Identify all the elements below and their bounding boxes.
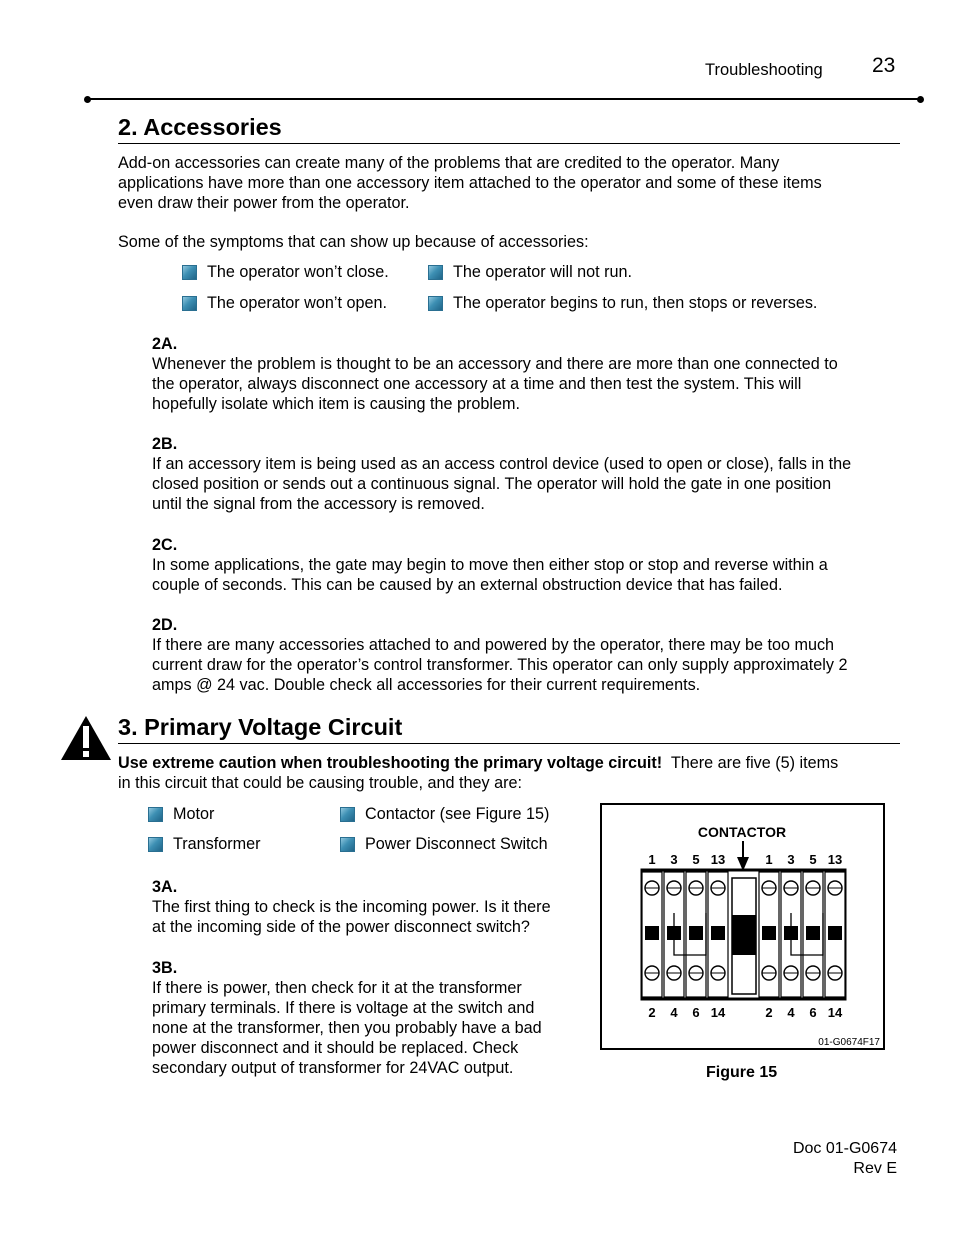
bullet-square-icon: [340, 837, 355, 852]
item-2a: 2A. Whenever the problem is thought to be an accessory and there are more than one connected to the operator, always disconnect one accessory at a time and then test the system. This will hopefully isolate which item is causing the problem.: [152, 335, 838, 413]
contactor-diagram: [602, 805, 883, 1048]
terminal-label-bottom: 4: [787, 1005, 795, 1020]
terminal-label-top: 5: [809, 852, 817, 867]
terminal-label-bottom: 6: [692, 1005, 700, 1020]
contact-block: [828, 926, 842, 940]
list-item: Motor: [148, 804, 214, 824]
bullet-square-icon: [428, 265, 443, 280]
list-item: The operator won’t close.: [182, 262, 389, 282]
contactor-core: [732, 915, 756, 955]
terminal-label-bottom: 2: [765, 1005, 773, 1020]
item-3a: 3A. The first thing to check is the incoming power. Is it there at the incoming side of the power disconnect switch?: [152, 878, 551, 936]
terminal-label-bottom: 2: [648, 1005, 656, 1020]
caution-paragraph: Use extreme caution when troubleshooting the primary voltage circuit! There are five (5) items in this circuit that could be causing trouble, and they are:: [118, 754, 839, 792]
header-rule: [88, 98, 922, 100]
item-3b: 3B. If there is power, then check for it at the transformer primary terminals. If there is voltage at the switch and none at the transformer, then you probably have a bad power disconnect and it should be replaced. Check secondary output of transformer for 24VAC output.: [152, 959, 542, 1077]
list-item: Contactor (see Figure 15): [340, 804, 549, 824]
terminal-label-top: 3: [670, 852, 678, 867]
figure-contactor: [600, 803, 885, 1050]
item-2c: 2C. In some applications, the gate may begin to move then either stop or stop and reverse within a couple of seconds. This can be caused by an external obstruction device that has failed.: [152, 536, 828, 594]
terminal-label-top: 1: [765, 852, 773, 867]
section-rule: [118, 143, 900, 144]
contact-block: [711, 926, 725, 940]
terminal-label-bottom: 6: [809, 1005, 817, 1020]
terminal-label-bottom: 14: [827, 1005, 843, 1020]
terminal-label-bottom: 14: [710, 1005, 726, 1020]
contact-block: [762, 926, 776, 940]
bullet-square-icon: [182, 265, 197, 280]
terminal-label-top: 13: [710, 852, 726, 867]
list-item: The operator begins to run, then stops or reverses.: [428, 293, 817, 313]
terminal-label-top: 5: [692, 852, 700, 867]
rule-end-dot: [84, 96, 91, 103]
list-item: The operator won’t open.: [182, 293, 387, 313]
terminal-label-bottom: 4: [670, 1005, 678, 1020]
contact-block: [645, 926, 659, 940]
contactor-title: CONTACTOR: [697, 824, 787, 840]
list-item: The operator will not run.: [428, 262, 632, 282]
contact-block: [689, 926, 703, 940]
running-header: Troubleshooting: [705, 61, 823, 79]
accessories-intro: Add-on accessories can create many of the problems that are credited to the operator. Many applications have more than one accessory item attached to the operator and some of these items even draw their power from the operator.: [118, 154, 822, 212]
bullet-square-icon: [340, 807, 355, 822]
terminal-label-top: 13: [827, 852, 843, 867]
section-rule: [118, 743, 900, 744]
doc-number: Doc 01-G0674: [792, 1140, 897, 1157]
list-item: Transformer: [148, 834, 261, 854]
revision: Rev E: [853, 1160, 897, 1177]
page-number: 23: [872, 54, 896, 77]
figure-code: 01-G0674F17: [818, 1037, 880, 1048]
list-item: Power Disconnect Switch: [340, 834, 548, 854]
item-2d: 2D. If there are many accessories attached to and powered by the operator, there may be too much current draw for the operator’s control transformer. This operator can only supply approximately 2 amps @ 24 vac. Double check all accessories for their current requirements.: [152, 616, 848, 694]
warning-triangle-icon: [60, 715, 112, 761]
symptoms-lead: Some of the symptoms that can show up because of accessories:: [118, 233, 589, 251]
section-title-primary-voltage: 3. Primary Voltage Circuit: [118, 714, 403, 740]
terminal-label-top: 1: [648, 852, 656, 867]
section-title-accessories: 2. Accessories: [118, 114, 282, 140]
bullet-square-icon: [148, 807, 163, 822]
item-2b: 2B. If an accessory item is being used as an access control device (used to open or close), falls in the closed position or sends out a continuous signal. The operator will hold the gate in one position until the signal from the accessory is removed.: [152, 435, 852, 513]
rule-end-dot: [917, 96, 924, 103]
bullet-square-icon: [182, 296, 197, 311]
terminal-label-top: 3: [787, 852, 795, 867]
bullet-square-icon: [428, 296, 443, 311]
bullet-square-icon: [148, 837, 163, 852]
figure-caption: Figure 15: [706, 1064, 778, 1081]
contact-block: [806, 926, 820, 940]
